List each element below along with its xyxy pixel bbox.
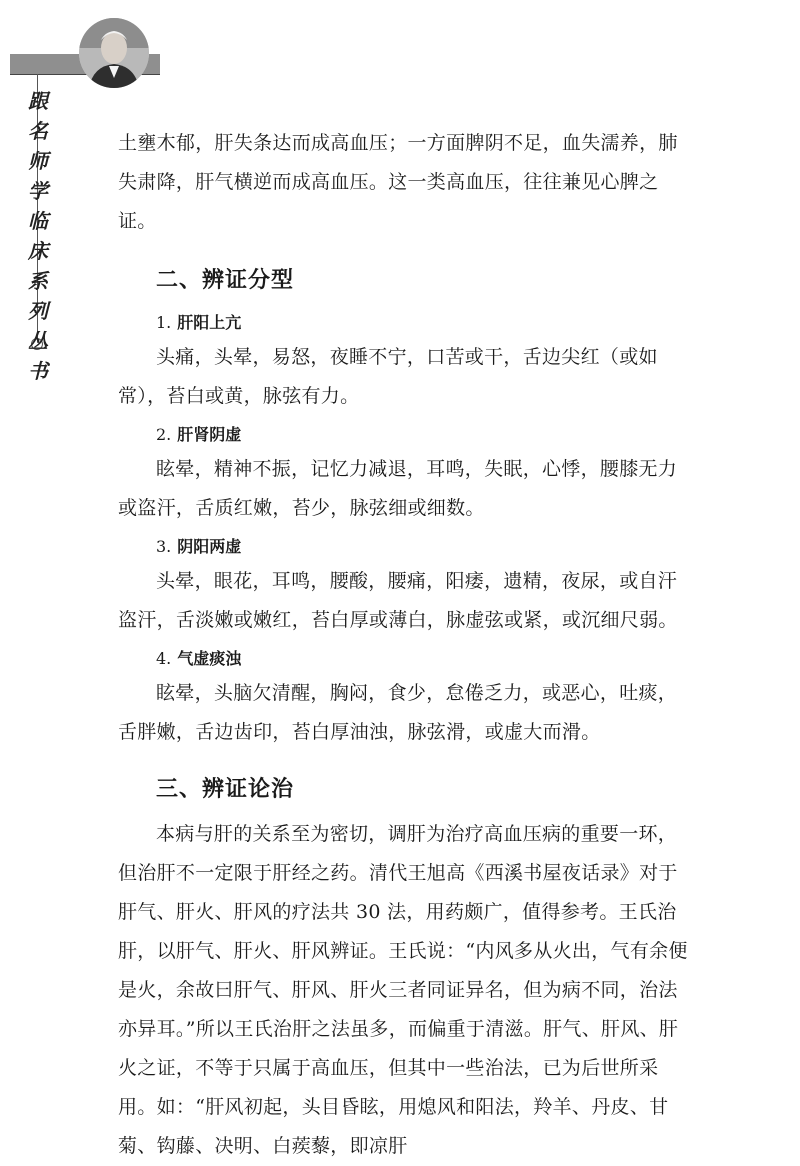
pattern-type-1: 1. 肝阳上亢 头痛，头晕，易怒，夜睡不宁，口苦或干，舌边尖红（或如常），苔白或黄，脉弦有力。 [118, 308, 688, 416]
author-photo [79, 18, 149, 88]
section3-paragraph: 本病与肝的关系至为密切，调肝为治疗高血压病的重要一环，但治肝不一定限于肝经之药。清代王旭高《西溪书屋夜话录》对于肝气、肝火、肝风的疗法共 30 法，用药颇广，值得参考。王氏治肝，以肝气、肝火、肝风辨证。王氏说：“内风多从火出，气有余便是火，余故曰肝气、肝风、肝火三者同证异名，但为病不同，治法亦异耳。”所以王氏治肝之法虽多，而偏重于清滋。肝气、肝风、肝火之证，不等于只属于高血压，但其中一些治法，已为后世所采用。如：“肝风初起，头目昏眩，用熄风和阳法，羚羊、丹皮、甘菊、钩藤、决明、白蒺藜，即凉肝 [118, 823, 688, 1157]
pattern-type-desc: 眩晕，头脑欠清醒，胸闷，食少，怠倦乏力，或恶心，吐痰，舌胖嫩，舌边齿印，苔白厚油浊，脉弦滑，或虚大而滑。 [118, 682, 678, 743]
pattern-type-desc: 头痛，头晕，易怒，夜睡不宁，口苦或干，舌边尖红（或如常），苔白或黄，脉弦有力。 [118, 346, 658, 407]
pattern-type-desc: 眩晕，精神不振，记忆力减退，耳鸣，失眠，心悸，腰膝无力或盗汗，舌质红嫩，苔少，脉弦细或细数。 [118, 458, 678, 519]
pattern-type-title: 肝阳上亢 [177, 313, 242, 332]
section-heading-2: 二、辨证分型 [156, 268, 295, 293]
pattern-type-title: 阴阳两虚 [177, 537, 242, 556]
series-title-vertical: 跟 名 师 学 临 床 系 列 丛 书 [28, 89, 48, 383]
intro-paragraph: 土壅木郁，肝失条达而成高血压；一方面脾阴不足，血失濡养，肺失肃降，肝气横逆而成高血压。这一类高血压，往往兼见心脾之证。 [118, 132, 678, 232]
pattern-type-3: 3. 阴阳两虚 头晕，眼花，耳鸣，腰酸，腰痛，阳痿，遗精，夜尿，或自汗盗汗，舌淡嫩或嫩红，苔白厚或薄白，脉虚弦或紧，或沉细尺弱。 [118, 532, 688, 640]
page-body [118, 124, 688, 1166]
pattern-type-title: 肝肾阴虚 [177, 425, 242, 444]
pattern-type-desc: 头晕，眼花，耳鸣，腰酸，腰痛，阳痿，遗精，夜尿，或自汗盗汗，舌淡嫩或嫩红，苔白厚或薄白，脉虚弦或紧，或沉细尺弱。 [118, 570, 678, 631]
section-heading-3: 三、辨证论治 [156, 777, 295, 802]
pattern-type-title: 气虚痰浊 [177, 649, 242, 668]
pattern-type-2: 2. 肝肾阴虚 眩晕，精神不振，记忆力减退，耳鸣，失眠，心悸，腰膝无力或盗汗，舌质红嫩，苔少，脉弦细或细数。 [118, 420, 688, 528]
pattern-type-4: 4. 气虚痰浊 眩晕，头脑欠清醒，胸闷，食少，怠倦乏力，或恶心，吐痰，舌胖嫩，舌边齿印，苔白厚油浊，脉弦滑，或虚大而滑。 [118, 644, 688, 752]
